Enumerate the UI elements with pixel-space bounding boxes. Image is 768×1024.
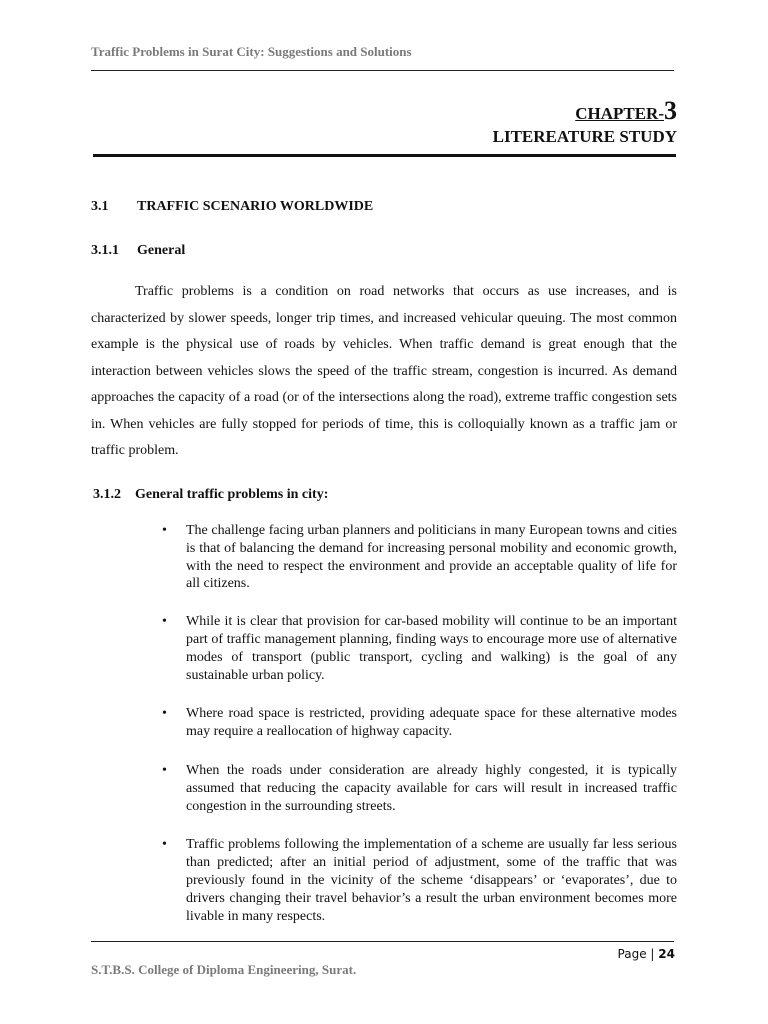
general-paragraph: Traffic problems is a condition on road networks that occurs as use increases, and is characterized by slower speeds, longer trip times, and increased vehicular queuing. The most common example is the physical use of roads by vehicles. When traffic demand is great enough that the interaction between vehicles slows the speed of the traffic stream, congestion is incurred. As demand approaches the capacity of a road (or of the intersections along the road), extreme traffic congestion sets in. When vehicles are fully stopped for periods of time, this is colloquially known as a traffic jam or traffic problem. xyxy=(91,284,677,458)
bullet-icon: • xyxy=(162,837,167,853)
list-item xyxy=(162,836,677,925)
list-item xyxy=(162,705,677,741)
list-item-text: When the roads under consideration are already highly congested, it is typically assumed that reducing the capacity available for cars will result in increased traffic congestion in the surrounding streets. xyxy=(186,762,677,814)
section-number: 3.1 xyxy=(91,199,109,214)
section-heading-3-1-1 xyxy=(91,243,185,259)
list-item-text: While it is clear that provision for car-based mobility will continue to be an important part of traffic management planning, finding ways to encourage more use of alternative modes of transport (public transport, cycling and walking) is the goal of any sustainable urban policy. xyxy=(186,614,677,683)
list-item-text: Traffic problems following the implementation of a scheme are usually far less serious than predicted; after an initial period of adjustment, some of the traffic that was previously found in the vicinity of the scheme ‘disappears’ or ‘evaporates’, due to drivers changing their travel behavior’s a result the urban environment becomes more livable in many respects. xyxy=(186,837,677,924)
chapter-title: LITEREATURE STUDY xyxy=(492,127,677,146)
section-title: General xyxy=(137,243,186,258)
bullet-icon: • xyxy=(162,614,167,630)
bullet-icon: • xyxy=(162,762,167,778)
section-title: General traffic problems in city: xyxy=(135,487,329,502)
bullet-icon: • xyxy=(162,706,167,722)
list-item xyxy=(162,762,677,815)
page-number-value: 24 xyxy=(658,947,675,961)
section-heading-3-1-2 xyxy=(93,487,328,503)
footer-college: S.T.B.S. College of Diploma Engineering, Surat. xyxy=(91,962,357,977)
list-item-text: Where road space is restricted, providing adequate space for these alternative modes may require a reallocation of highway capacity. xyxy=(186,706,677,740)
page-number xyxy=(618,947,675,961)
bullet-icon: • xyxy=(162,523,167,538)
list-item xyxy=(162,522,677,593)
section-number: 3.1.1 xyxy=(91,243,119,258)
chapter-number: 3 xyxy=(664,96,677,125)
section-number: 3.1.2 xyxy=(93,487,121,502)
chapter-label xyxy=(575,96,677,126)
running-header: Traffic Problems in Surat City: Suggestions and Solutions xyxy=(91,44,412,59)
header-rule xyxy=(91,70,674,71)
chapter-word: CHAPTER- xyxy=(575,104,664,123)
section-title: TRAFFIC SCENARIO WORLDWIDE xyxy=(137,199,374,214)
chapter-rule xyxy=(93,154,676,157)
list-item xyxy=(162,613,677,684)
footer-rule xyxy=(91,941,674,942)
list-item-text: The challenge facing urban planners and politicians in many European towns and cities is that of balancing the demand for increasing personal mobility and economic growth, with the need to respect the environment and provide an acceptable quality of life for all citizens. xyxy=(186,523,677,592)
page-label: Page | xyxy=(617,947,655,961)
section-heading-3-1 xyxy=(91,199,373,215)
bullet-list xyxy=(162,522,677,925)
